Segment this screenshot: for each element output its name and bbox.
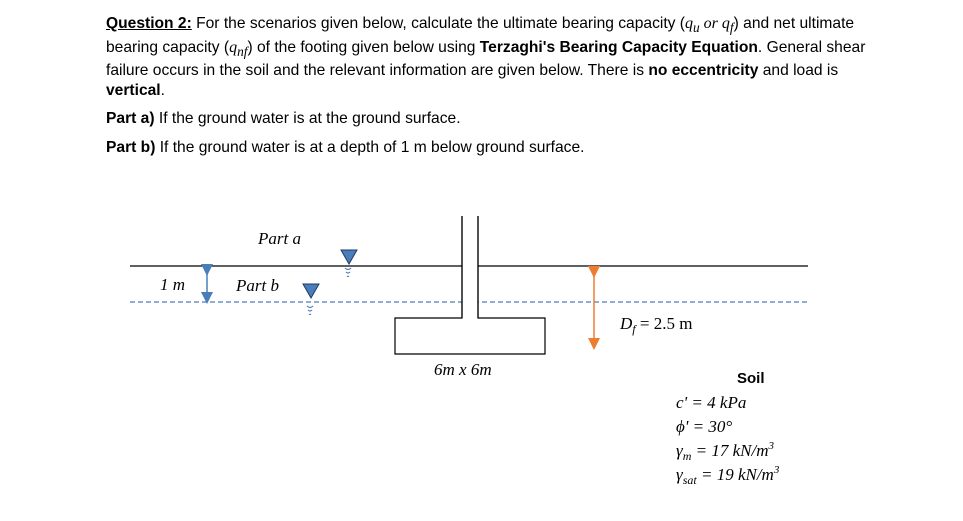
- part-a-text: Part a) If the ground water is at the ground surface.: [106, 110, 461, 128]
- part-b-text: Part b) If the ground water is at a depth of 1 m below ground surface.: [106, 138, 585, 156]
- soil-cohesion: c' = 4 kPa: [676, 393, 747, 412]
- footing-size-label: 6m x 6m: [434, 360, 492, 379]
- question-label: Question 2:: [106, 15, 192, 32]
- depth-label: 1 m: [160, 275, 186, 294]
- part-b-label: Part b: [236, 276, 279, 295]
- question-line3: . General shear failure occurs in the soil and the relevant information are given below. There is: [106, 38, 866, 80]
- water-table-icon-part-b: [303, 284, 319, 315]
- soil-unit-weight-moist: $\gamma_m = 17$ $kN/m^3$: [676, 440, 774, 463]
- soil-title: Soil: [737, 370, 765, 387]
- qnf-symbol: $q_{nf}$: [229, 38, 248, 59]
- no-eccentricity: no eccentricity: [648, 62, 759, 80]
- soil-unit-weight-sat: $\gamma_{sat} = 19$ $kN/m^3$: [676, 464, 780, 487]
- question-line2: and net ultimate bearing capacity (: [106, 15, 855, 56]
- question-line1: For the scenarios given below, calculate the ultimate bearing capacity (: [191, 15, 685, 32]
- soil-friction-angle: ϕ' = 30°: [676, 417, 733, 436]
- qu-symbol: $q_u$ or $q_f$: [684, 15, 734, 36]
- water-table-icon-part-a: [341, 250, 357, 277]
- part-a-label: Part a: [258, 229, 301, 248]
- df-label: $D_f = 2.5$ m: [620, 314, 693, 336]
- method-name: Terzaghi's Bearing Capacity Equation: [479, 38, 758, 56]
- question-paragraph: Question 2: For the scenarios given below, calculate the ultimate bearing capacity ($q_u$ or $q_f$) and net ultimate bearing capacity $(q_{nf})$ of the footing given below using Terzaghi's Bearing Capacity Equation. General shear failure occurs in the soil and the relevant information are given below. There is no eccentricity and load is vertical.: [106, 15, 866, 99]
- vertical-load: vertical: [106, 81, 161, 99]
